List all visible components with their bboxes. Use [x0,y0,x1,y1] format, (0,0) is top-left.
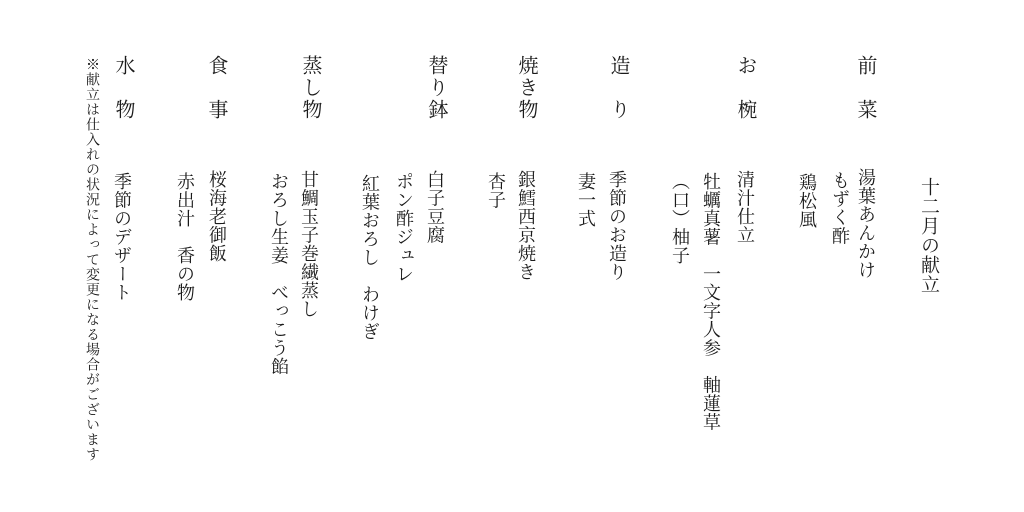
menu-item-gindara-saikyoyaki: 銀鱈西京焼き [516,170,536,281]
section-header-yakimono: 焼き物 [515,55,537,121]
menu-item-tori-matsukaze: 鶏松風 [797,173,817,229]
menu-item-kisetsu-dessert: 季節のデザート [112,172,132,302]
section-header-owan: お 椀 [734,55,756,121]
menu-title: 十二月の献立 [918,177,939,294]
section-header-mizumono: 水 物 [112,55,134,121]
menu-item-anzu: 杏子 [486,172,506,209]
menu-item-kaki-shinjo: 牡蠣真薯 一文字人参 軸蓮草 [701,172,721,431]
menu-item-amadai-kenchin-mushi: 甘鯛玉子巻繊蒸し [299,170,319,318]
menu-item-sumashi-jitate: 清汁仕立 [735,170,755,244]
menu-item-akadashi-konomono: 赤出汁 香の物 [175,172,195,302]
section-header-zensai: 前 菜 [854,55,876,121]
section-header-kawaribachi: 替り鉢 [425,55,447,121]
section-header-tsukuri: 造 り [607,55,629,121]
menu-item-oroshi-shoga-bekko-an: おろし生姜 べっこう餡 [269,172,289,376]
disclaimer-note: ※献立は仕入れの状況によって変更になる場合がございます [84,57,99,462]
menu-item-ponzu-jelly: ポン酢ジュレ [394,172,414,283]
menu-item-tsuma-isshiki: 妻一式 [576,172,596,228]
menu-item-kuchi-yuzu: （口）柚子 [670,172,690,265]
menu-item-mozuku-su: もずく酢 [830,171,850,245]
section-header-shokuji: 食 事 [205,55,227,121]
menu-item-kisetsu-otsukuri: 季節のお造り [607,170,627,281]
menu-item-sakuraebi-gohan: 桜海老御飯 [207,170,227,263]
menu-item-momiji-oroshi-wakegi: 紅葉おろし わけぎ [360,174,380,341]
section-header-mushimono: 蒸し物 [299,55,321,121]
menu-item-shirako-dofu: 白子豆腐 [425,170,445,244]
menu-item-yuba-ankake: 湯葉あんかけ [856,168,876,279]
